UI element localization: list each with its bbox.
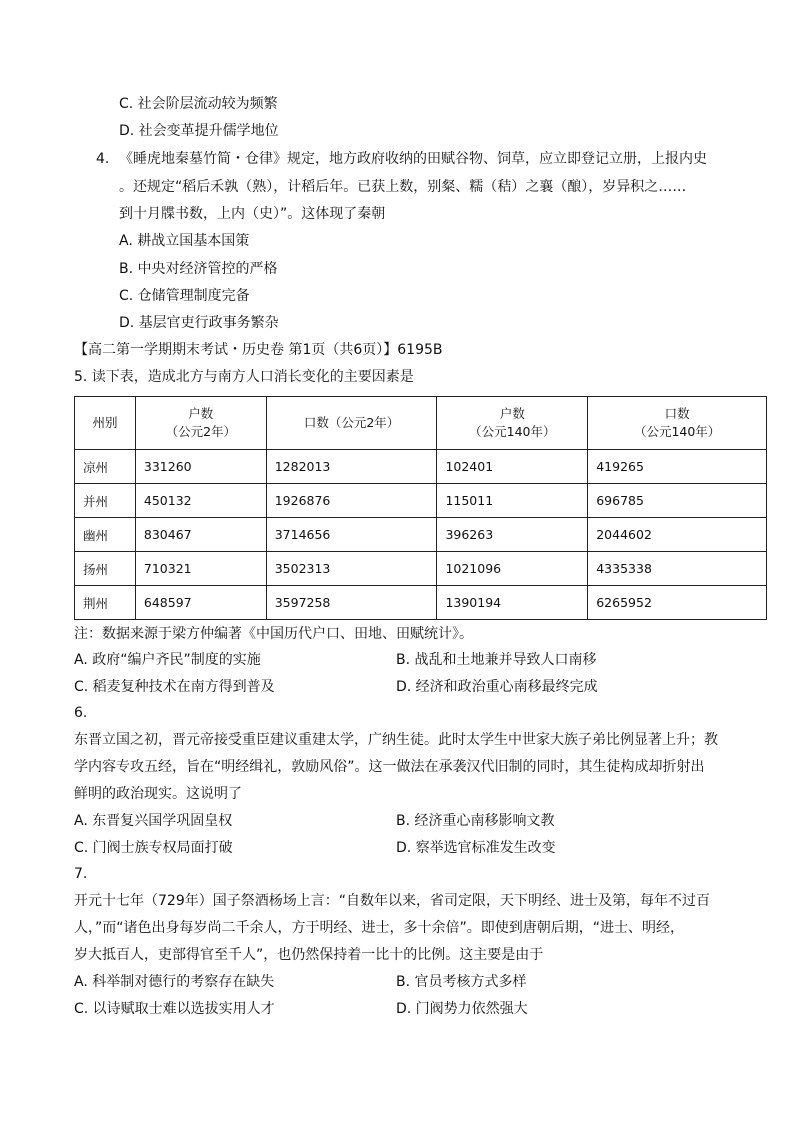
cell-households-ad140: 396263 xyxy=(437,518,588,552)
cell-households-ad140: 1390194 xyxy=(437,586,588,620)
q4-stem-line1: 《睡虎地秦墓竹简・仓律》规定，地方政府收纳的田赋谷物、饲草，应立即登记立册，上报内史 xyxy=(119,151,707,167)
cell-population-ad140: 696785 xyxy=(588,484,767,518)
cell-population-ad140: 419265 xyxy=(588,450,767,484)
header-region xyxy=(75,397,136,450)
q3-option-c: C. 社会阶层流动较为频繁 xyxy=(119,96,278,112)
q3-option-d: D. 社会变革提升儒学地位 xyxy=(119,123,279,139)
cell-region: 扬州 xyxy=(75,552,136,586)
cell-region: 荆州 xyxy=(75,586,136,620)
cell-population-ad2: 1926876 xyxy=(266,484,437,518)
cell-population-ad140: 2044602 xyxy=(588,518,767,552)
table-row xyxy=(75,518,767,552)
cell-households-ad2: 830467 xyxy=(135,518,266,552)
header-population-ad2 xyxy=(266,397,437,450)
cell-population-ad2: 3597258 xyxy=(266,586,437,620)
cell-population-ad2: 1282013 xyxy=(266,450,437,484)
cell-households-ad2: 450132 xyxy=(135,484,266,518)
q7-option-a: A. 科举制对德行的考察存在缺失 xyxy=(74,974,275,990)
q6-option-d: D. 察举选官标准发生改变 xyxy=(396,840,556,856)
header-households-ad140 xyxy=(437,397,588,450)
q4-option-b: B. 中央对经济管控的严格 xyxy=(119,261,278,277)
header-region-label: 州别 xyxy=(92,415,118,430)
cell-population-ad140: 6265952 xyxy=(588,586,767,620)
q6-stem-line3: 鲜明的政治现实。这说明了 xyxy=(74,786,242,802)
q7-option-d: D. 门阀势力依然强大 xyxy=(396,1001,528,1017)
header-households-ad2 xyxy=(135,397,266,450)
q5-option-a: A. 政府“编户齐民”制度的实施 xyxy=(74,652,261,668)
q5-option-d: D. 经济和政治重心南移最终完成 xyxy=(396,679,598,695)
cell-households-ad2: 331260 xyxy=(135,450,266,484)
cell-population-ad2: 3714656 xyxy=(266,518,437,552)
header-population-ad140-label: 口数 xyxy=(664,406,690,421)
cell-region: 凉州 xyxy=(75,450,136,484)
q4-number: 4. xyxy=(96,151,110,167)
cell-region: 幽州 xyxy=(75,518,136,552)
header-population-ad2-label: 口数（公元2年） xyxy=(303,415,400,430)
table-row xyxy=(75,450,767,484)
q7-option-b: B. 官员考核方式多样 xyxy=(396,974,527,990)
cell-population-ad140: 4335338 xyxy=(588,552,767,586)
table-row xyxy=(75,552,767,586)
cell-region: 并州 xyxy=(75,484,136,518)
q7-stem-line2: 人，”而“诸色出身每岁尚二千余人，方于明经、进士，多十余倍”。即使到唐朝后期，“进士、明经， xyxy=(74,920,685,936)
q6-option-b: B. 经济重心南移影响文教 xyxy=(396,813,555,829)
q4-option-c: C. 仓储管理制度完备 xyxy=(119,288,250,304)
header-households-ad140-label: 户数 xyxy=(499,406,525,421)
q4-option-a: A. 耕战立国基本国策 xyxy=(119,233,250,249)
q5-note: 注：数据来源于梁方仲编著《中国历代户口、田地、田赋统计》。 xyxy=(74,626,473,642)
q6-option-c: C. 门阀士族专权局面打破 xyxy=(74,840,233,856)
table-row xyxy=(75,586,767,620)
cell-households-ad140: 1021096 xyxy=(437,552,588,586)
cell-population-ad2: 3502313 xyxy=(266,552,437,586)
q6-number: 6. xyxy=(74,705,88,721)
cell-households-ad140: 102401 xyxy=(437,450,588,484)
cell-households-ad2: 710321 xyxy=(135,552,266,586)
q7-number: 7. xyxy=(74,866,88,882)
table-header-row xyxy=(75,397,767,450)
population-table xyxy=(74,396,767,620)
table-row xyxy=(75,484,767,518)
q4-option-d: D. 基层官吏行政事务繁杂 xyxy=(119,315,279,331)
header-households-ad2-year: （公元2年） xyxy=(165,424,237,439)
cell-households-ad2: 648597 xyxy=(135,586,266,620)
header-households-ad140-year: （公元140年） xyxy=(469,424,556,439)
header-population-ad140-year: （公元140年） xyxy=(633,424,721,439)
q6-option-a: A. 东晋复兴国学巩固皇权 xyxy=(74,813,233,829)
q7-option-c: C. 以诗赋取士难以选拔实用人才 xyxy=(74,1001,275,1017)
q5-option-b: B. 战乱和土地兼并导致人口南移 xyxy=(396,652,597,668)
q5-stem: 5. 读下表，造成北方与南方人口消长变化的主要因素是 xyxy=(74,369,414,385)
cell-households-ad140: 115011 xyxy=(437,484,588,518)
q6-stem-line1: 东晋立国之初，晋元帝接受重臣建议重建太学，广纳生徒。此时太学生中世家大族子弟比例显著上升；教 xyxy=(74,732,718,748)
page-footer: 【高二第一学期期末考试・历史卷 第1页（共6页）】6195B xyxy=(74,342,443,358)
q5-option-c: C. 稻麦复种技术在南方得到普及 xyxy=(74,679,275,695)
q6-stem-line2: 学内容专攻五经，旨在“明经缉礼，敦励风俗”。这一做法在承袭汉代旧制的同时，其生徒构成却折射出 xyxy=(74,759,705,775)
header-households-ad2-label: 户数 xyxy=(188,406,214,421)
q4-stem-line3: 到十月牒书数，上内（史）”。这体现了秦朝 xyxy=(119,206,386,222)
q4-stem-line2: 。还规定“稻后禾孰（熟），计稻后年。已获上数，别粲、糯（秸）之襄（酿），岁异积之…… xyxy=(119,179,687,195)
q7-stem-line1: 开元十七年（729年）国子祭酒杨场上言：“自数年以来，省司定限，天下明经、进士及第，每年不过百 xyxy=(74,893,710,909)
q7-stem-line3: 岁大抵百人，吏部得官至千人”，也仍然保持着一比十的比例。这主要是由于 xyxy=(74,947,544,963)
header-population-ad140 xyxy=(588,397,767,450)
